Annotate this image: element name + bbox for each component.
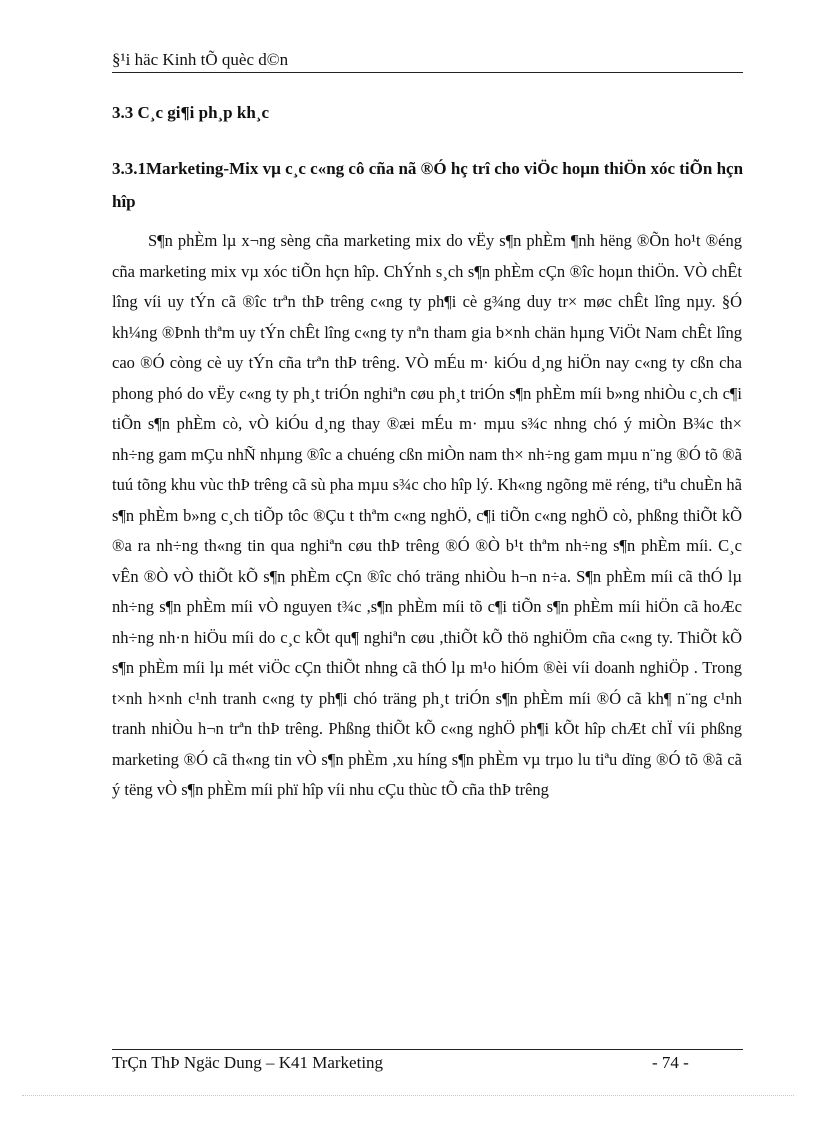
running-header: §¹i häc Kinh tÕ quèc d©n — [112, 50, 289, 69]
footer-rule — [112, 1049, 743, 1050]
subsection-title: 3.3.1Marketing-Mix vµ c¸c c«ng cô cña nã ®Ó hç trî cho viÖc hoµn thiÖn xóc tiÕn hçn hîp — [112, 159, 744, 211]
header-rule — [112, 72, 743, 73]
body-text — [112, 226, 742, 806]
page-number: - 74 - — [652, 1053, 689, 1072]
section-title: 3.3 C¸c gi¶i ph¸p kh¸c — [112, 103, 270, 122]
body-paragraph: S¶n phÈm lµ x¬ng sèng cña marketing mix do vËy s¶n phÈm ¶nh hëng ®Õn ho¹t ®éng cña marketing mix vµ xóc tiÕn hçn hîp. ChÝnh s¸ch s¶n phÈm cÇn ®îc hoµn thiÖn. VÒ chÊt lîng víi uy tÝn cã ®îc trªn thÞ trêng c«ng ty ph¶i cè g¾ng duy tr× møc chÊt lîng nµy. §Ó kh¼ng ®Þnh thªm uy tÝn chÊt lîng c«ng ty nªn tham gia b×nh chän hµng ViÖt Nam chÊt lîng cao ®Ó còng cè uy tÝn cña trªn thÞ trêng. VÒ mÉu m· kiÓu d¸ng hiÖn nay c«ng ty cßn cha phong phó do vËy c«ng ty ph¸t triÓn nghiªn cøu ph¸t triÓn s¶n phÈm míi b»ng nhiÒu c¸ch c¶i tiÕn s¶n phÈm cò, vÒ kiÓu d¸ng thay ®æi mÉu m· mµu s¾c nhng chó ý miÒn B¾c th× nh÷ng gam mÇu nhÑ nhµng ®îc a chuéng cßn miÒn nam th× nh÷ng gam mµu n¨ng ®Ó tõ ®ã tuú tõng khu vùc thÞ trêng cã sù pha mµu s¾c cho hîp lý. Kh«ng ngõng më réng, tiªu chuÈn hã s¶n phÈm b»ng c¸ch tiÕp tôc ®Çu t thªm c«ng nghÖ, c¶i tiÕn c«ng nghÖ cò, phßng thiÕt kÕ ®a ra nh÷ng th«ng tin qua nghiªn cøu thÞ trêng ®Ó ®Ò b¹t thªm nh÷ng s¶n phÈm míi. C¸c vÊn ®Ò vÒ thiÕt kÕ s¶n phÈm cÇn ®îc chó träng nhiÒu h¬n n÷a. S¶n phÈm míi cã thÓ lµ nh÷ng s¶n phÈm míi vÒ nguyen t¾c ,s¶n phÈm míi tõ c¶i tiÕn s¶n phÈm míi hiÖn cã hoÆc nh÷ng nh·n hiÖu míi do c¸c kÕt qu¶ nghiªn cøu ,thiÕt kÕ thö nghiÖm cña c«ng ty. ThiÕt kÕ s¶n phÈm míi lµ mét viÖc cÇn thiÕt nhng cã thÓ lµ m¹o hiÓm ®èi víi doanh nghiÖp . Trong t×nh h×nh c¹nh tranh c«ng ty ph¶i chó träng ph¸t triÓn s¶n phÈm míi ®Ó cã kh¶ n¨ng c¹nh tranh nhiÒu h¬n trªn thÞ trêng. Phßng thiÕt kÕ c«ng nghÖ ph¶i kÕt hîp chÆt chÏ víi phßng marketing ®Ó cã th«ng tin vÒ s¶n phÈm ,xu híng s¶n phÈm vµ trµo lu tiªu dïng ®Ó tõ ®ã cã ý tëng vÒ s¶n phÈm míi phï hîp víi nhu cÇu thùc tÕ cña thÞ trêng — [112, 231, 742, 799]
footer-author: TrÇn ThÞ Ngäc Dung – K41 Marketing — [112, 1053, 384, 1072]
page-edge — [22, 1095, 794, 1096]
